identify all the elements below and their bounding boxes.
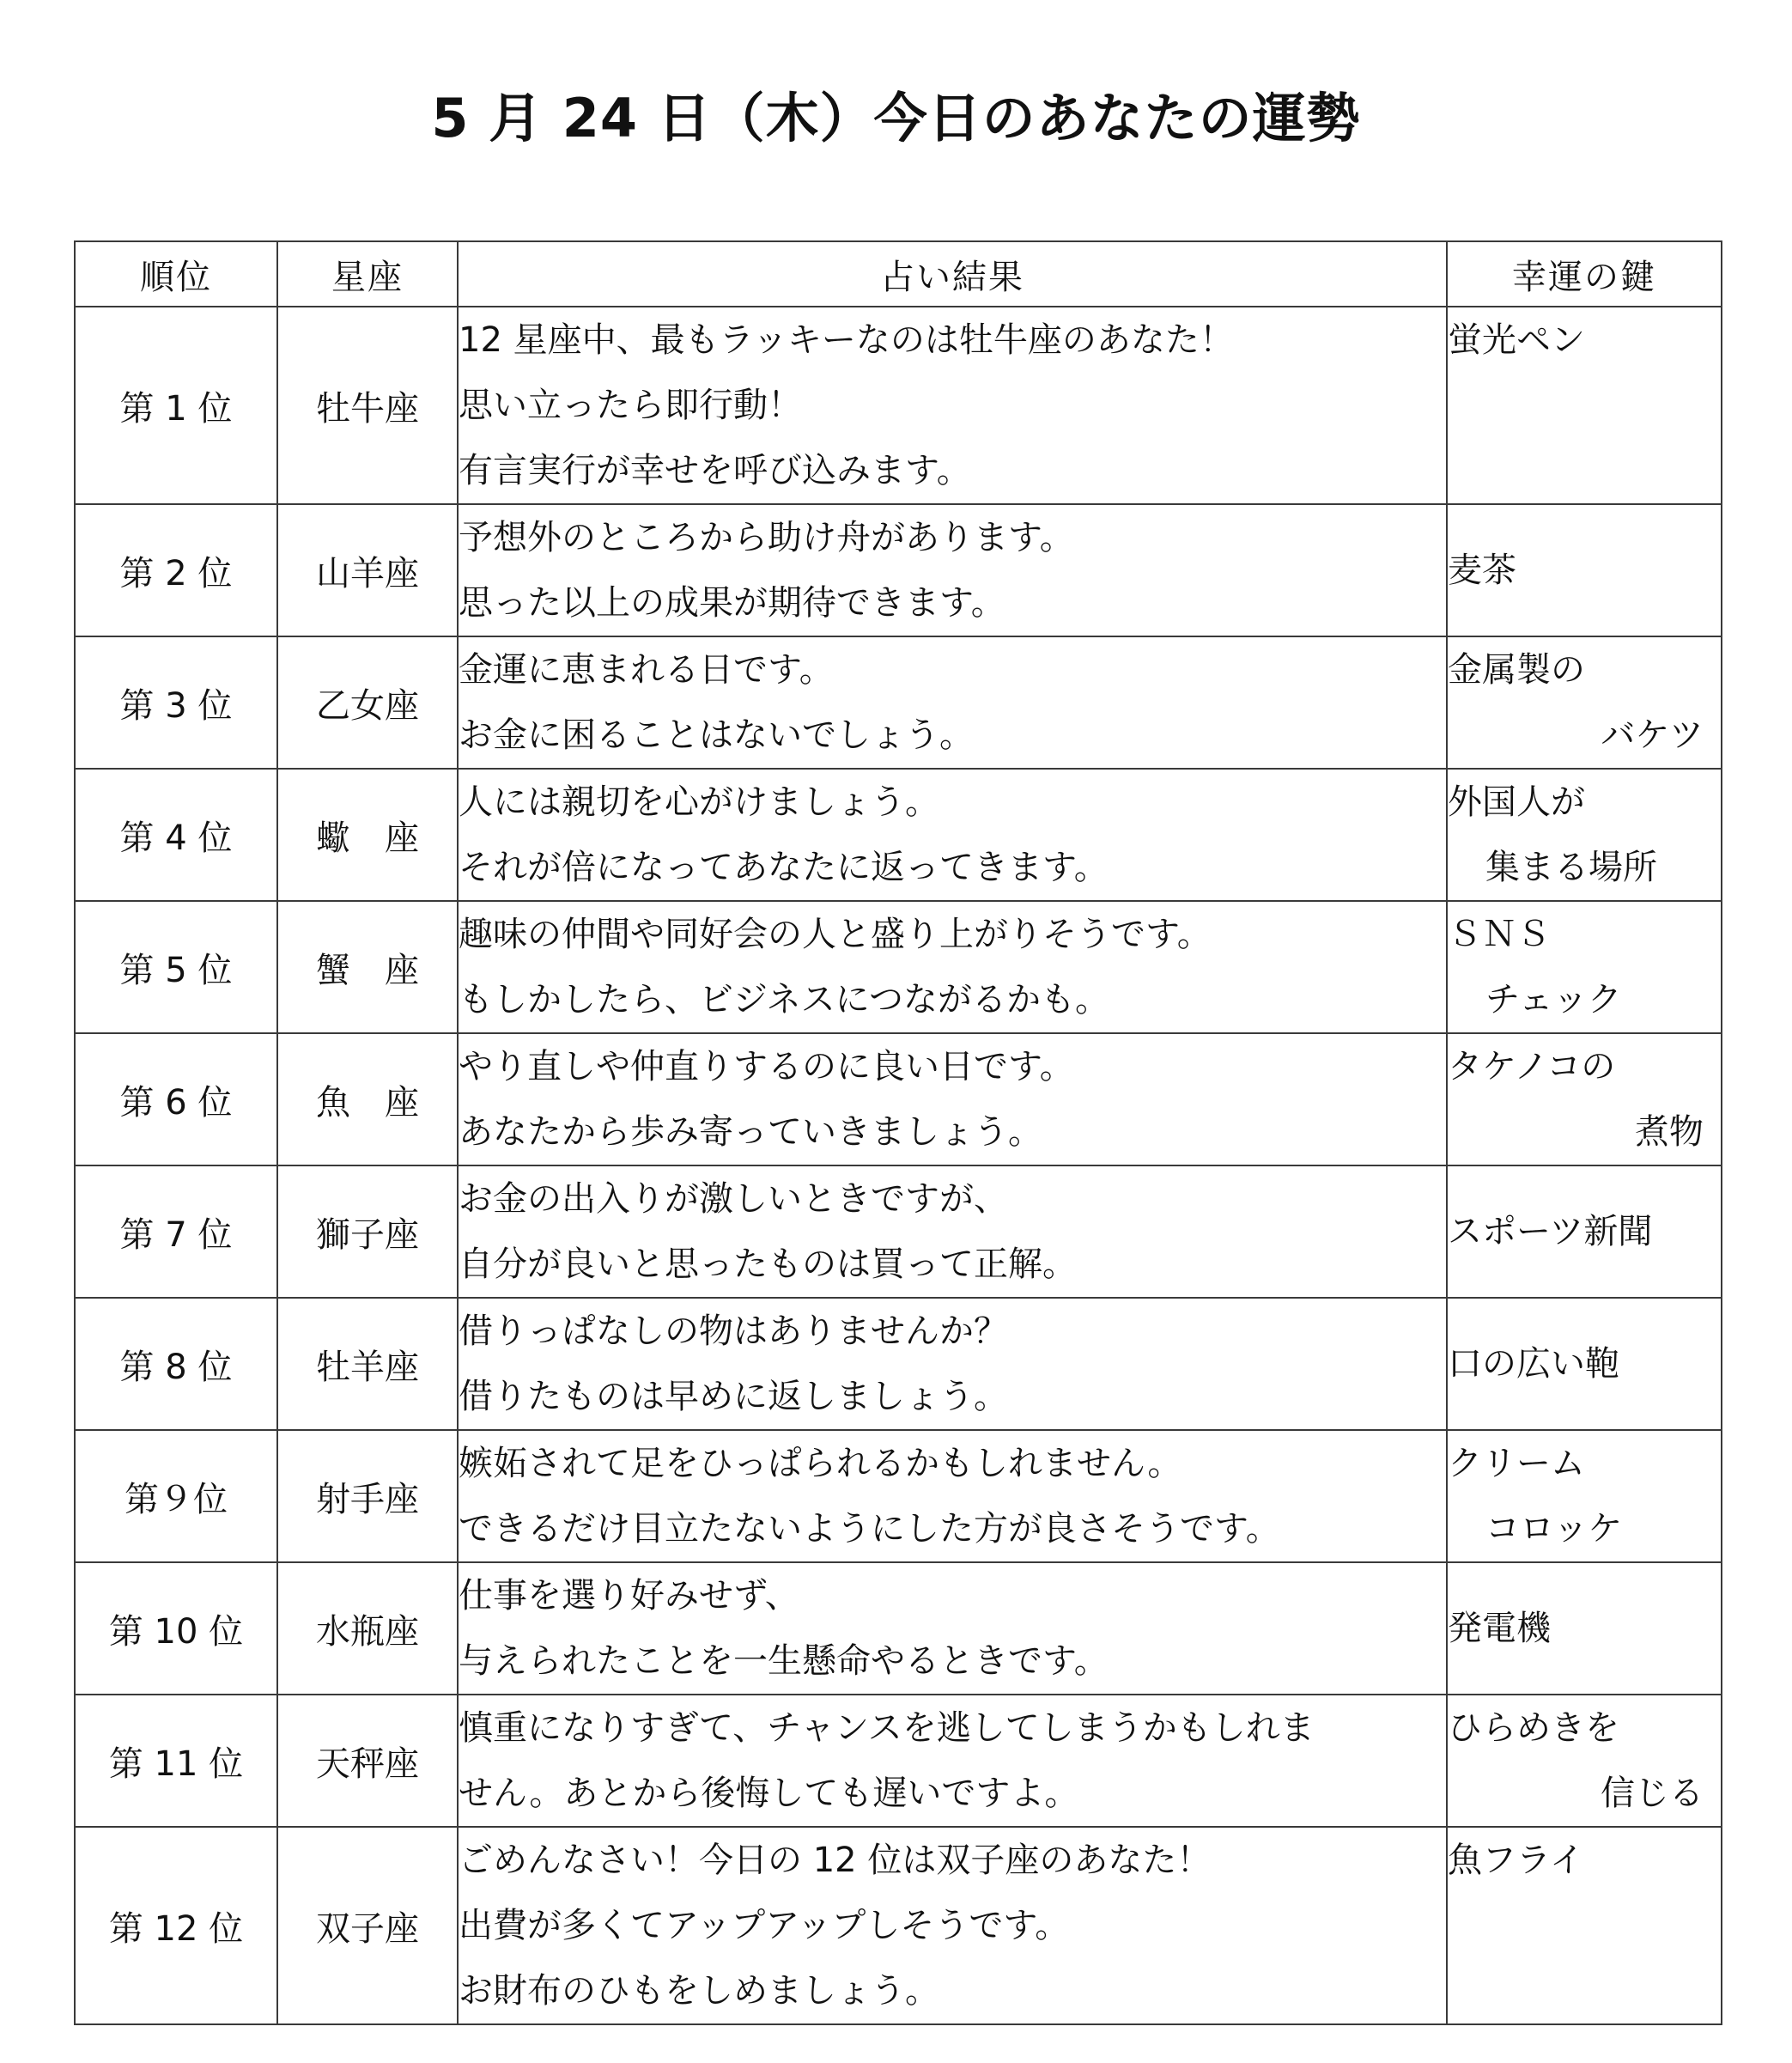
fortune-table [74, 240, 1722, 2025]
result-line: それが倍になってあなたに返ってきます。 [459, 848, 1109, 887]
lucky-key-cell [1447, 504, 1722, 636]
sign-cell: 水瓶座 [277, 1562, 458, 1695]
result-line: 趣味の仲間や同好会の人と盛り上がりそうです。 [459, 915, 1212, 954]
lucky-key-line: クリーム [1448, 1444, 1585, 1483]
sign-cell: 牡牛座 [277, 307, 458, 504]
result-line: 借りっぱなしの物はありませんか？ [459, 1311, 1008, 1351]
sign-cell: 獅子座 [277, 1165, 458, 1298]
sign-cell: 双子座 [277, 1827, 458, 2024]
lucky-key-cell [1447, 1562, 1722, 1695]
header-result: 占い結果 [458, 241, 1447, 307]
rank-cell: 第 7 位 [75, 1165, 277, 1298]
lucky-key-cell [1447, 1165, 1722, 1298]
result-line: 出費が多くてアップアップしそうです。 [459, 1906, 1070, 1945]
lucky-key-line: 外国人が [1448, 782, 1585, 822]
sign-cell: 山羊座 [277, 504, 458, 636]
lucky-key-line: コロッケ [1485, 1509, 1623, 1549]
result-line: 慎重になりすぎて、チャンスを逃してしまうかもしれま [459, 1708, 1315, 1748]
result-line: 有言実行が幸せを呼び込みます。 [459, 451, 971, 490]
result-cell [458, 1298, 1447, 1430]
sign-cell: 天秤座 [277, 1695, 458, 1827]
rank-cell: 第 2 位 [75, 504, 277, 636]
result-line: 思った以上の成果が期待できます。 [459, 583, 1005, 623]
lucky-key-line: スポーツ新聞 [1448, 1212, 1653, 1251]
result-cell [458, 1033, 1447, 1165]
result-line: 仕事を選り好みせず、 [459, 1576, 799, 1616]
result-cell [458, 1695, 1447, 1827]
result-line: 嫉妬されて足をひっぱられるかもしれません。 [459, 1444, 1182, 1483]
result-cell [458, 307, 1447, 504]
lucky-key-line: 魚フライ [1448, 1841, 1584, 1880]
lucky-key-cell [1447, 1430, 1722, 1562]
result-cell [458, 504, 1447, 636]
table-row [75, 901, 1722, 1033]
table-row [75, 636, 1722, 769]
lucky-key-cell [1447, 636, 1722, 769]
table-row [75, 1827, 1722, 2024]
sign-cell: 乙女座 [277, 636, 458, 769]
result-cell [458, 1165, 1447, 1298]
rank-cell: 第 3 位 [75, 636, 277, 769]
header-lucky-key: 幸運の鍵 [1447, 241, 1722, 307]
rank-cell: 第 10 位 [75, 1562, 277, 1695]
result-line: 思い立ったら即行動！ [459, 386, 802, 425]
table-row [75, 1430, 1722, 1562]
result-line: 借りたものは早めに返しましょう。 [459, 1377, 1008, 1416]
result-line: やり直しや仲直りするのに良い日です。 [459, 1047, 1074, 1086]
lucky-key-line: 集まる場所 [1485, 848, 1657, 887]
lucky-key-line: 発電機 [1448, 1609, 1551, 1648]
sign-cell: 射手座 [277, 1430, 458, 1562]
lucky-key-cell [1447, 307, 1722, 504]
lucky-key-cell [1447, 901, 1722, 1033]
table-row [75, 1033, 1722, 1165]
lucky-key-line: ひらめきを [1448, 1708, 1619, 1748]
page-title: 5 月 24 日（木）今日のあなたの運勢 [431, 87, 1361, 149]
result-line: あなたから歩み寄っていきましょう。 [459, 1112, 1042, 1152]
lucky-key-line: チェック [1485, 980, 1622, 1019]
rank-cell: 第 8 位 [75, 1298, 277, 1430]
table-header-row [75, 241, 1722, 307]
sign-cell: 蠍 座 [277, 769, 458, 901]
result-line: お金に困ることはないでしょう。 [459, 715, 974, 755]
result-cell [458, 636, 1447, 769]
lucky-key-cell [1447, 1033, 1722, 1165]
sign-cell: 蟹 座 [277, 901, 458, 1033]
lucky-key-cell [1447, 769, 1722, 901]
result-cell [458, 1562, 1447, 1695]
sign-cell: 魚 座 [277, 1033, 458, 1165]
header-rank: 順位 [75, 241, 277, 307]
result-line: できるだけ目立たないようにした方が良さそうです。 [459, 1509, 1280, 1549]
table-row [75, 1298, 1722, 1430]
lucky-key-line: 蛍光ペン [1448, 320, 1585, 360]
rank-cell: 第 11 位 [75, 1695, 277, 1827]
rank-cell: 第 5 位 [75, 901, 277, 1033]
lucky-key-line: タケノコの [1448, 1047, 1616, 1086]
lucky-key-line: バケツ [1601, 715, 1704, 755]
rank-cell: 第 12 位 [75, 1827, 277, 2024]
result-line: 与えられたことを一生懸命やるときです。 [459, 1641, 1109, 1681]
lucky-key-line: ＳＮＳ [1448, 915, 1551, 954]
result-line: 金運に恵まれる日です。 [459, 650, 834, 690]
result-line: 人には親切を心がけましょう。 [459, 782, 939, 822]
header-sign: 星座 [277, 241, 458, 307]
result-line: 予想外のところから助け舟があります。 [459, 518, 1074, 557]
result-line: ごめんなさい！今日の 12 位は双子座のあなた！ [459, 1841, 1212, 1880]
result-line: 自分が良いと思ったものは買って正解。 [459, 1244, 1077, 1284]
lucky-key-line: 麦茶 [1448, 551, 1516, 590]
table-row [75, 1165, 1722, 1298]
rank-cell: 第 4 位 [75, 769, 277, 901]
table-row [75, 1695, 1722, 1827]
table-row [75, 769, 1722, 901]
lucky-key-cell [1447, 1298, 1722, 1430]
rank-cell: 第 1 位 [75, 307, 277, 504]
lucky-key-cell [1447, 1827, 1722, 2024]
lucky-key-line: 金属製の [1448, 650, 1585, 690]
table-row [75, 307, 1722, 504]
result-cell [458, 769, 1447, 901]
rank-cell: 第 6 位 [75, 1033, 277, 1165]
result-line: 12 星座中、最もラッキーなのは牡牛座のあなた！ [459, 320, 1234, 360]
result-line: もしかしたら、ビジネスにつながるかも。 [459, 980, 1109, 1019]
lucky-key-line: 信じる [1601, 1774, 1704, 1813]
result-cell [458, 1430, 1447, 1562]
result-cell [458, 1827, 1447, 2024]
table-row [75, 1562, 1722, 1695]
lucky-key-line: 煮物 [1635, 1112, 1704, 1152]
lucky-key-cell [1447, 1695, 1722, 1827]
rank-cell: 第９位 [75, 1430, 277, 1562]
result-line: お金の出入りが激しいときですが、 [459, 1179, 1008, 1219]
result-line: せん。あとから後悔しても遅いですよ。 [459, 1774, 1079, 1813]
lucky-key-line: 口の広い鞄 [1448, 1344, 1619, 1384]
result-cell [458, 901, 1447, 1033]
sign-cell: 牡羊座 [277, 1298, 458, 1430]
table-row [75, 504, 1722, 636]
result-line: お財布のひもをしめましょう。 [459, 1971, 939, 2011]
